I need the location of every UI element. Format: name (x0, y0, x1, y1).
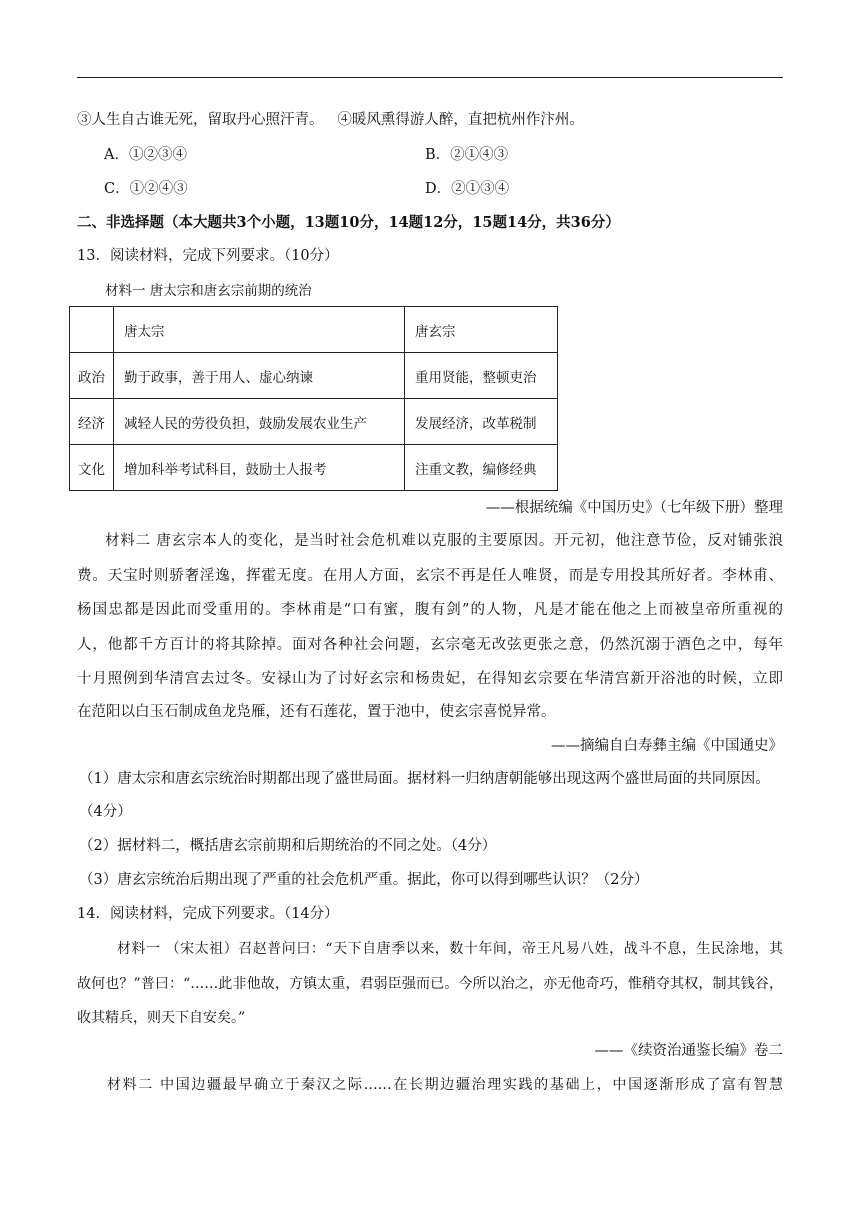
table-cell (70, 307, 114, 353)
q13-material2-line: 十月照例到华清宫去过冬。安禄山为了讨好玄宗和杨贵妃，在得知玄宗要在华清宫新开浴池的时候，立即 (77, 671, 783, 687)
option-b: B．②①④③ (425, 147, 509, 163)
q13-material2-line: 人，他都千方百计的将其除掉。面对各种社会问题，玄宗毫无改弦更张之意，仍然沉溺于酒色之中，每年 (77, 637, 783, 653)
q14-material2-line: 材料二 中国边疆最早确立于秦汉之际……在长期边疆治理实践的基础上，中国逐渐形成了富有智慧 (107, 1077, 783, 1093)
q13-subquestion-1-score: （4分） (79, 804, 132, 820)
q13-material1-title: 材料一 唐太宗和唐玄宗前期的统治 (105, 283, 312, 299)
table-cell: 增加科举考试科目，鼓励士人报考 (114, 445, 405, 491)
q14-material1-source: ——《续资治通鉴长编》卷二 (594, 1043, 783, 1059)
option-c: C．①②④③ (104, 181, 188, 197)
table-cell: 减轻人民的劳役负担，鼓励发展农业生产 (114, 399, 405, 445)
q13-material2-line: 费。天宝时则骄奢淫逸，挥霍无度。在用人方面，玄宗不再是任人唯贤，而是专用投其所好者。李林甫、 (77, 568, 783, 584)
table-row-label: 文化 (70, 445, 114, 491)
table-row-label: 政治 (70, 353, 114, 399)
table-cell: 勤于政事，善于用人、虚心纳谏 (114, 353, 405, 399)
section2-title: 二、非选择题（本大题共3个小题，13题10分，14题12分，15题14分，共36分） (77, 214, 620, 231)
q13-material2-source: ——摘编自白寿彝主编《中国通史》 (551, 738, 783, 754)
table-header-cell: 唐太宗 (114, 307, 405, 353)
q14-material1-line: 材料一 （宋太祖）召赵普问曰：“天下自唐季以来，数十年间，帝王凡易八姓，战斗不息，生民涂地，其 (117, 941, 783, 957)
q13-material2-line: 在范阳以白玉石制成鱼龙凫雁，还有石莲花，置于池中，使玄宗喜悦异常。 (77, 704, 556, 720)
q14-material1-line: 故何也？”普曰：“……此非他故，方镇太重，君弱臣强而已。今所以治之，亦无他奇巧，惟稍夺其权，制其钱谷， (77, 976, 783, 992)
table-row (70, 399, 558, 445)
q14-material1-line: 收其精兵，则天下自安矣。” (77, 1010, 246, 1026)
option-d: D．②①③④ (425, 181, 510, 197)
table-cell: 注重文教，编修经典 (405, 445, 558, 491)
header-rule (77, 77, 783, 78)
comparison-table (69, 306, 558, 491)
q13-subquestion-3: （3）唐玄宗统治后期出现了严重的社会危机严重。据此，你可以得到哪些认识？（2分） (79, 872, 649, 888)
table-cell: 发展经济，改革税制 (405, 399, 558, 445)
table-cell: 重用贤能，整顿吏治 (405, 353, 558, 399)
table-row-label: 经济 (70, 399, 114, 445)
q13-stem: 13．阅读材料，完成下列要求。（10分） (77, 248, 339, 264)
q13-material2-line: 材料二 唐玄宗本人的变化，是当时社会危机难以克服的主要原因。开元初，他注意节俭，反对铺张浪 (105, 533, 783, 549)
poem-line: ③人生自古谁无死，留取丹心照汗青。 ④暖风熏得游人醉，直把杭州作汴州。 (77, 112, 584, 128)
table-row (70, 353, 558, 399)
q13-material2-line: 杨国忠都是因此而受重用的。李林甫是“口有蜜，腹有剑”的人物，凡是才能在他之上而被皇帝所重视的 (77, 602, 783, 618)
q14-stem: 14．阅读材料，完成下列要求。（14分） (77, 906, 339, 922)
q13-material1-source: ——根据统编《中国历史》（七年级下册）整理 (485, 500, 783, 516)
option-a: A．①②③④ (104, 147, 187, 163)
q13-subquestion-1: （1）唐太宗和唐玄宗统治时期都出现了盛世局面。据材料一归纳唐朝能够出现这两个盛世局面的共同原因。 (79, 771, 770, 787)
q13-subquestion-2: （2）据材料二，概括唐玄宗前期和后期统治的不同之处。（4分） (79, 838, 497, 854)
table-header-cell: 唐玄宗 (405, 307, 558, 353)
table-row (70, 445, 558, 491)
table-header-row (70, 307, 558, 353)
